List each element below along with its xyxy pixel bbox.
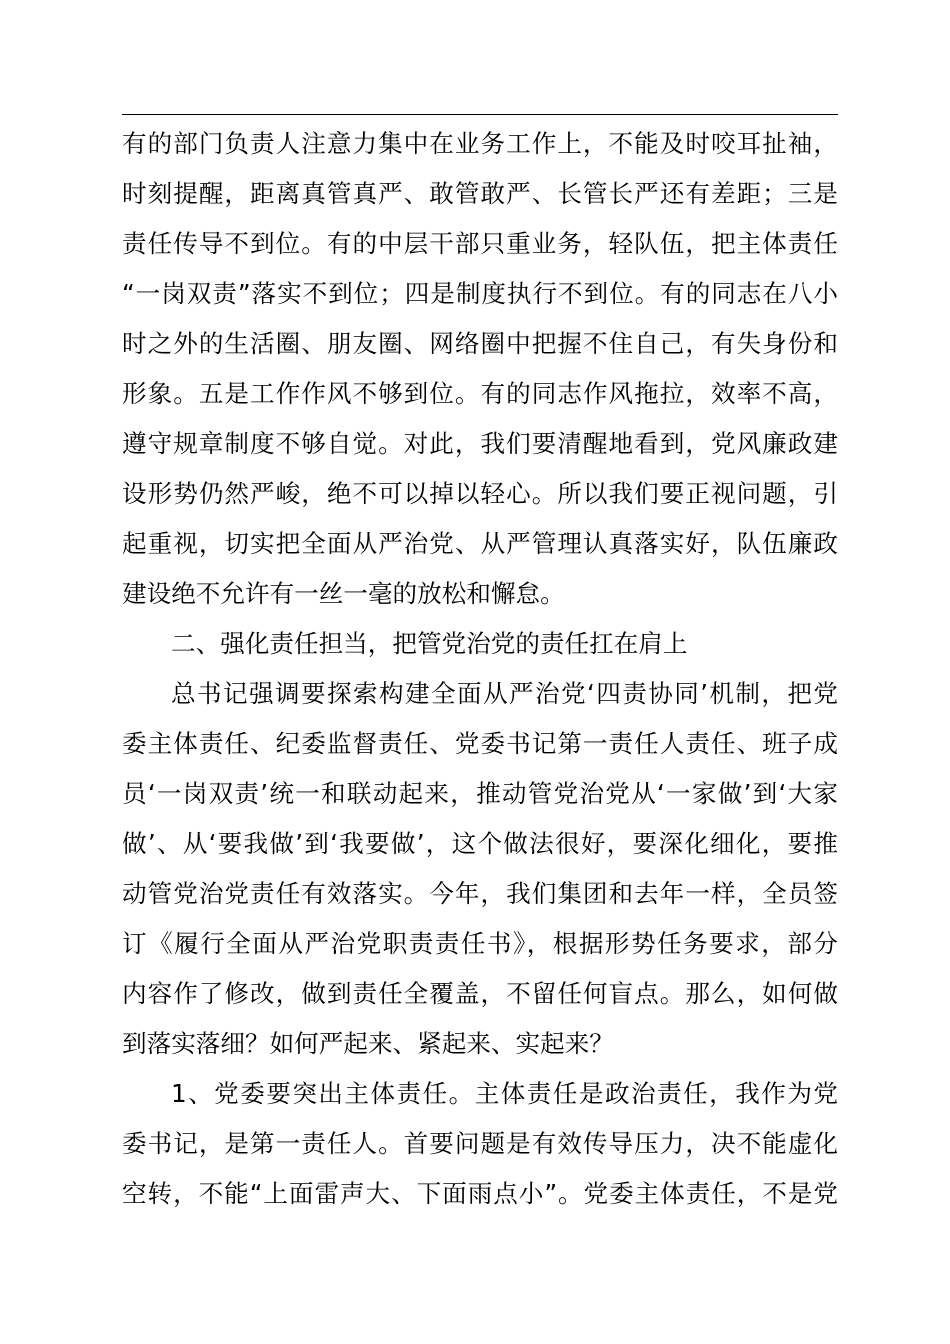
text-line-22: 空转，不能“上面雷声大、下面雨点小”。党委主体责任，不是党: [122, 1179, 838, 1208]
text-line-17: 订《履行全面从严治党职责责任书》，根据形势任务要求，部分: [122, 929, 838, 958]
text-line-15: 做’、从‘要我做’到‘我要做’，这个做法很好，要深化细化，要推: [122, 829, 838, 858]
text-line-7: 遵守规章制度不够自觉。对此，我们要清醒地看到，党风廉政建: [122, 429, 838, 458]
text-line-13: 委主体责任、纪委监督责任、党委书记第一责任人责任、班子成: [122, 729, 838, 758]
text-line-21: 委书记，是第一责任人。首要问题是有效传导压力，决不能虚化: [122, 1129, 838, 1158]
text-line-20: 1、党委要突出主体责任。主体责任是政治责任，我作为党: [171, 1079, 838, 1108]
text-line-9: 起重视，切实把全面从严治党、从严管理认真落实好，队伍廉政: [122, 529, 838, 558]
text-line-12: 总书记强调要探索构建全面从严治党‘四责协同’机制，把党: [171, 679, 838, 708]
text-line-4: “一岗双责”落实不到位；四是制度执行不到位。有的同志在八小: [122, 279, 838, 308]
text-line-18: 内容作了修改，做到责任全覆盖，不留任何盲点。那么，如何做: [122, 979, 838, 1008]
text-line-19: 到落实落细？如何严起来、紧起来、实起来？: [122, 1029, 614, 1058]
text-line-6: 形象。五是工作作风不够到位。有的同志作风拖拉，效率不高，: [122, 379, 838, 408]
text-line-16: 动管党治党责任有效落实。今年，我们集团和去年一样，全员签: [122, 879, 838, 908]
text-line-3: 责任传导不到位。有的中层干部只重业务，轻队伍，把主体责任: [122, 229, 838, 258]
text-line-1: 有的部门负责人注意力集中在业务工作上，不能及时咬耳扯袖，: [122, 129, 838, 158]
header-rule: [122, 114, 838, 115]
section-heading: 二、强化责任担当，把管党治党的责任扛在肩上: [171, 629, 688, 658]
text-line-2: 时刻提醒，距离真管真严、敢管敢严、长管长严还有差距；三是: [122, 179, 838, 208]
text-line-10: 建设绝不允许有一丝一毫的放松和懈怠。: [122, 579, 565, 608]
text-line-5: 时之外的生活圈、朋友圈、网络圈中把握不住自己，有失身份和: [122, 329, 838, 358]
text-line-14: 员‘一岗双责’统一和联动起来，推动管党治党从‘一家做’到‘大家: [122, 779, 838, 808]
text-line-8: 设形势仍然严峻，绝不可以掉以轻心。所以我们要正视问题，引: [122, 479, 838, 508]
